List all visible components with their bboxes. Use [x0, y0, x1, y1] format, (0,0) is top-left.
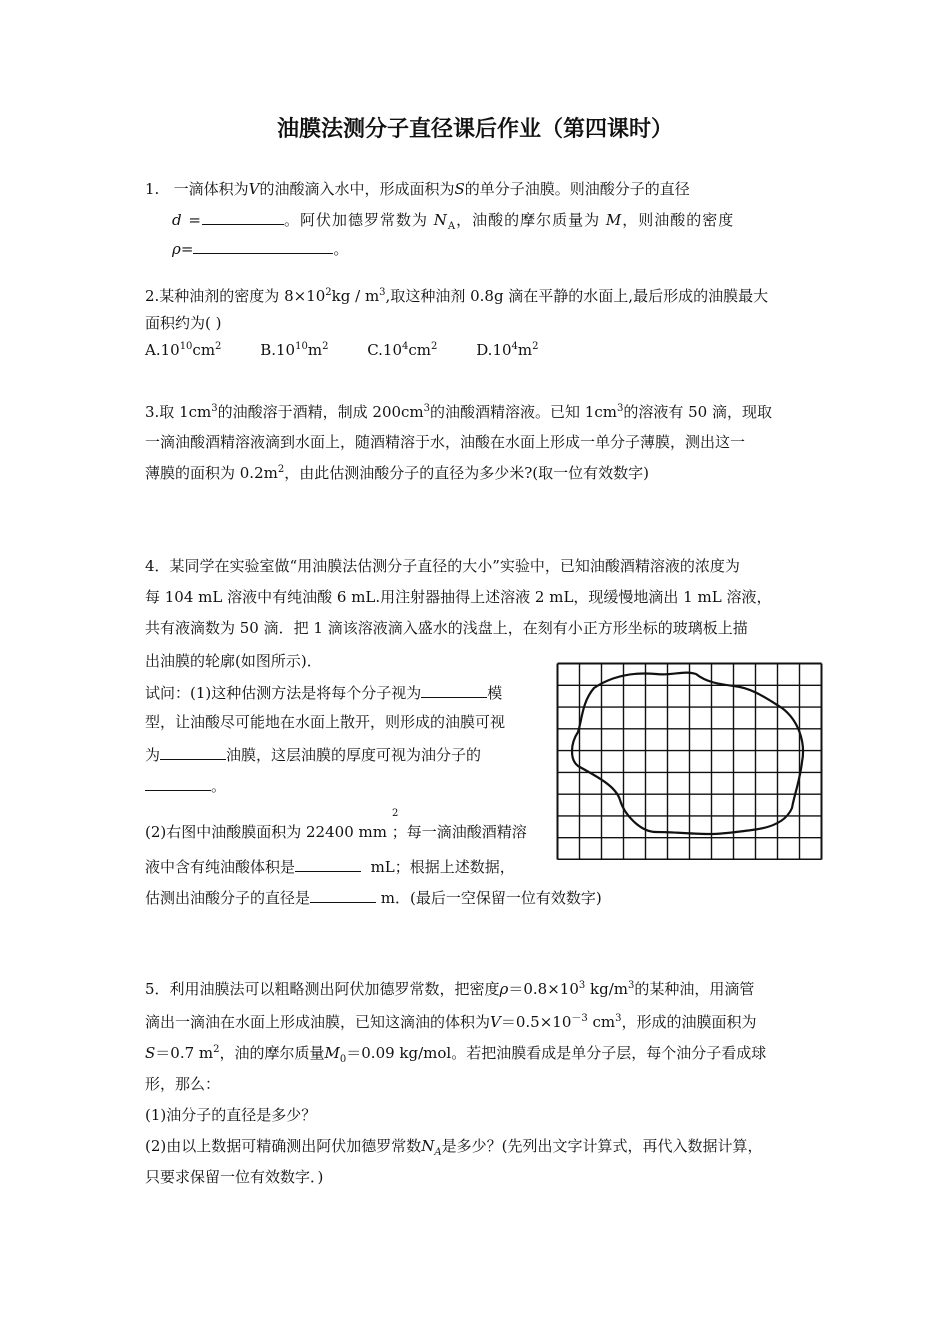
- oil-film-outline: [572, 673, 803, 834]
- q2-text: 2.某种油剂的密度为 8×10: [145, 287, 326, 305]
- q5-sup: 3: [615, 1013, 622, 1024]
- q1-var-na: N: [433, 211, 448, 229]
- q1-line-2: [172, 208, 734, 230]
- q3-text: 薄膜的面积为 0.2m: [145, 464, 278, 482]
- q5-text: ，油的摩尔质量: [219, 1044, 325, 1062]
- option-exp: 10: [179, 341, 193, 352]
- q5-text: cm: [592, 1013, 616, 1031]
- q4-text: 液中含有纯油酸体积是: [145, 858, 296, 876]
- option-text: B.10: [260, 341, 296, 359]
- q5-sub: 0: [339, 1054, 347, 1065]
- q4-line-5: [145, 681, 502, 703]
- q5-sup: 3: [578, 980, 586, 991]
- q3-text: 3.取 1cm: [145, 403, 212, 421]
- oil-film-grid-figure: [556, 662, 823, 860]
- q4-text: (2)右图中油酸膜面积为 22400 mm: [145, 823, 387, 841]
- q1-text: 一滴体积为: [173, 180, 249, 198]
- q5-line-7: 只要求保留一位有效数字．): [145, 1168, 324, 1186]
- q4-line-11: [145, 886, 602, 908]
- q2-text: ,取这种油剂 0.8g 滴在平静的水面上,最后形成的油膜最大: [385, 287, 769, 305]
- q4-line-9: [145, 822, 527, 842]
- q5-sup: －3: [571, 1013, 588, 1024]
- q3-sup: 2: [277, 464, 285, 475]
- q4-text: ；每一滴油酸酒精溶: [391, 823, 527, 841]
- option-unit-exp: 2: [215, 341, 222, 352]
- q2-option-a[interactable]: [145, 340, 221, 360]
- q1-text: ，油酸的摩尔质量为: [456, 211, 601, 229]
- q4-text: mL；根据上述数据，: [370, 858, 515, 876]
- q4-blank-diameter[interactable]: [310, 886, 376, 903]
- q1-eq: =: [188, 211, 202, 229]
- q2-sup: 3: [379, 287, 386, 298]
- q4-area-sup: 2: [392, 808, 399, 819]
- q1-line-1: [145, 179, 690, 199]
- q4-blank-volume[interactable]: [295, 855, 361, 872]
- q1-blank-density[interactable]: [193, 237, 333, 254]
- q1-var-s: S: [454, 180, 465, 198]
- q2-line-2: 面积约为( ): [145, 314, 222, 332]
- q4-blank-thickness[interactable]: [145, 774, 211, 791]
- q2-option-d[interactable]: [476, 340, 538, 360]
- option-exp: 4: [511, 341, 518, 352]
- option-text: C.10: [367, 341, 403, 359]
- option-unit-exp: 2: [322, 341, 329, 352]
- grid-lines: [558, 664, 822, 860]
- q4-text: m．(最后一空保留一位有效数字): [380, 889, 602, 907]
- q5-text: 是多少？(先列出文字计算式，再代入数据计算，: [441, 1137, 763, 1155]
- q1-var-v: V: [248, 180, 260, 198]
- q1-text: 。: [333, 240, 349, 258]
- q4-line-6: 型，让油酸尽可能地在水面上散开，则形成的油膜可视: [145, 713, 506, 731]
- q3-line-2: 一滴油酸酒精溶液滴到水面上，随酒精溶于水，油酸在水面上形成一单分子薄膜，测出这一: [145, 433, 746, 451]
- q1-text: 。阿伏加德罗常数为: [283, 211, 428, 229]
- q5-text: 5．利用油膜法可以粗略测出阿伏加德罗常数，把密度: [145, 980, 500, 998]
- q5-line-1: [145, 979, 754, 999]
- q4-line-7: [145, 743, 481, 765]
- q3-sup: 3: [423, 403, 431, 414]
- q4-line-10: [145, 855, 515, 877]
- q4-line-3: 共有液滴数为 50 滴．把 1 滴该溶液滴入盛水的浅盘上，在刻有小正方形坐标的玻璃板上描: [145, 619, 748, 637]
- q5-var-m: M: [324, 1044, 340, 1062]
- q5-var-s: S: [145, 1044, 156, 1062]
- q3-line-3: [145, 463, 649, 483]
- q5-text: (2)由以上数据可精确测出阿伏加德罗常数: [145, 1137, 422, 1155]
- q4-text: 。: [211, 777, 227, 795]
- q5-var-n: N: [421, 1137, 435, 1155]
- q3-line-1: [145, 402, 772, 422]
- q5-line-3: [145, 1043, 766, 1063]
- q4-text: 试问：(1)这种估测方法是将每个分子视为: [145, 684, 422, 702]
- q5-line-5: (1)油分子的直径是多少？: [145, 1106, 317, 1124]
- q4-text: 油膜，这层油膜的厚度可视为油分子的: [226, 746, 482, 764]
- q3-text: ，由此估测油酸分子的直径为多少米?(取一位有效数字): [284, 464, 649, 482]
- q5-line-4: 形，那么：: [145, 1075, 221, 1093]
- q4-text: 为: [145, 746, 161, 764]
- q4-line-1: 4．某同学在实验室做“用油膜法估测分子直径的大小”实验中，已知油酸酒精溶液的浓度为: [145, 557, 740, 575]
- q3-text: 的溶液有 50 滴，现取: [623, 403, 772, 421]
- q1-var-rho: ρ=: [172, 240, 194, 258]
- q1-number: 1.: [145, 180, 160, 198]
- q1-line-3: [172, 237, 348, 259]
- q5-var-rho: ρ: [499, 980, 509, 998]
- q5-sub: A: [434, 1147, 442, 1158]
- q5-line-2: [145, 1012, 757, 1032]
- q5-var-v: V: [490, 1013, 501, 1031]
- q5-text: ＝0.5×10: [500, 1013, 572, 1031]
- q5-line-6: [145, 1136, 762, 1156]
- q2-option-b[interactable]: [260, 340, 328, 360]
- q3-text: 的油酸溶于酒精，制成 200cm: [217, 403, 424, 421]
- q5-text: 的某种油，用滴管: [634, 980, 755, 998]
- option-text: D.10: [476, 341, 512, 359]
- q1-text: 的油酸滴入水中，形成面积为: [259, 180, 455, 198]
- q1-sub-a: A: [447, 221, 457, 232]
- q5-text: ＝0.09 kg/mol。若把油膜看成是单分子层，每个油分子看成球: [346, 1044, 767, 1062]
- option-unit-exp: 2: [532, 341, 539, 352]
- q3-sup: 3: [211, 403, 218, 414]
- q1-text: 的单分子油膜。则油酸分子的直径: [464, 180, 690, 198]
- q1-blank-diameter[interactable]: [202, 208, 284, 225]
- option-exp: 10: [295, 341, 308, 352]
- q2-sup: 2: [325, 287, 332, 298]
- option-text: A.10: [145, 341, 180, 359]
- q4-blank-film[interactable]: [160, 743, 226, 760]
- q4-text: 模: [487, 684, 503, 702]
- q2-line-1: [145, 286, 768, 306]
- q5-text: ＝0.8×10: [508, 980, 579, 998]
- page-title: 油膜法测分子直径课后作业（第四课时）: [276, 117, 673, 142]
- q5-text: 滴出一滴油在水面上形成油膜，已知这滴油的体积为: [145, 1013, 491, 1031]
- option-unit-exp: 2: [431, 341, 438, 352]
- q1-text: ，则油酸的密度: [622, 211, 735, 229]
- q3-sup: 3: [616, 403, 624, 414]
- option-unit: m: [307, 341, 323, 359]
- option-exp: 4: [402, 341, 409, 352]
- q4-blank-model[interactable]: [421, 681, 487, 698]
- q2-options: [145, 340, 573, 360]
- q5-sup: 3: [628, 980, 635, 991]
- q2-option-c[interactable]: [367, 340, 437, 360]
- q4-line-4: 出油膜的轮廓(如图所示)．: [145, 652, 322, 670]
- q4-line-2: 每 104 mL 溶液中有纯油酸 6 mL.用注射器抽得上述溶液 2 mL，现缓慢地滴出 1 mL 溶液，: [145, 588, 772, 606]
- q5-sup: 2: [213, 1044, 220, 1055]
- q1-var-d: d: [172, 211, 183, 229]
- q5-text: ＝0.7 m: [155, 1044, 214, 1062]
- q3-text: 的油酸酒精溶液。已知 1cm: [430, 403, 617, 421]
- q4-line-8: [145, 774, 226, 796]
- q2-text: kg / m: [331, 287, 380, 305]
- option-unit: cm: [408, 341, 432, 359]
- option-unit: cm: [192, 341, 216, 359]
- q4-text: 估测出油酸分子的直径是: [145, 889, 311, 907]
- q5-text: ，形成的油膜面积为: [621, 1013, 757, 1031]
- q1-var-m: M: [605, 211, 623, 229]
- option-unit: m: [517, 341, 533, 359]
- q5-text: kg/m: [590, 980, 629, 998]
